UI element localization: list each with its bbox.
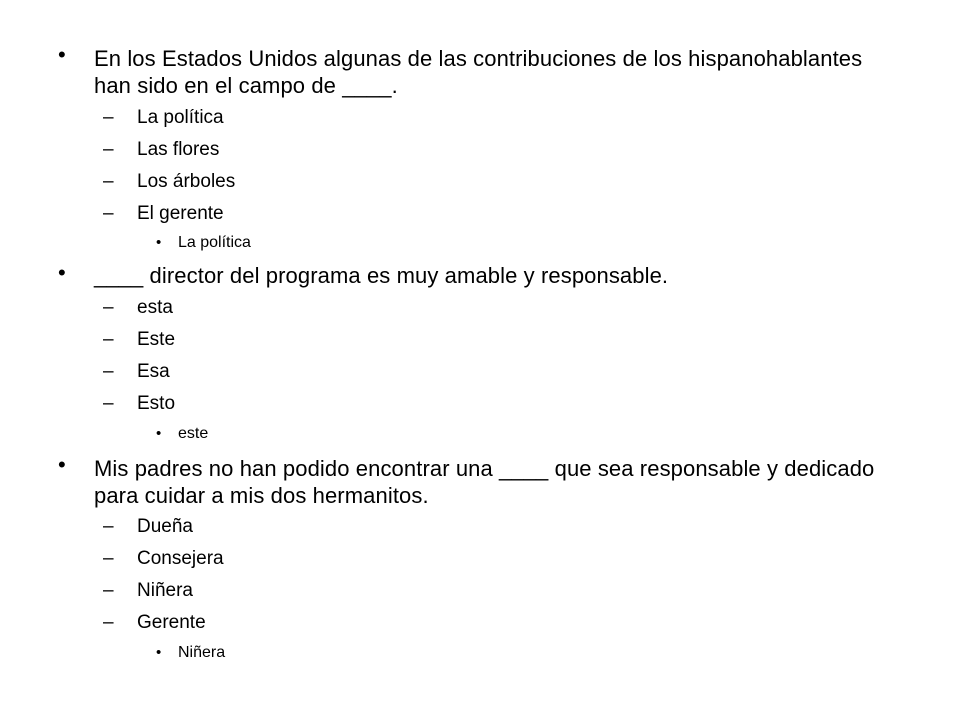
answer-text: La política	[178, 234, 251, 251]
question-bullet: •	[58, 260, 66, 285]
option-text: Dueña	[137, 516, 193, 537]
option-item	[0, 608, 960, 638]
option-item	[0, 576, 960, 606]
option-dash: –	[103, 612, 114, 633]
option-text: esta	[137, 297, 173, 318]
option-text: Niñera	[137, 580, 193, 601]
answer-bullet: •	[156, 234, 162, 251]
option-item	[0, 512, 960, 542]
answer-item	[0, 231, 960, 255]
option-item	[0, 389, 960, 419]
question-bullet: •	[58, 452, 66, 477]
option-text: Este	[137, 329, 176, 350]
option-dash: –	[103, 297, 114, 318]
option-dash: –	[103, 361, 114, 382]
option-dash: –	[103, 139, 114, 160]
option-text: La política	[137, 107, 224, 128]
question-prompt: ____ director del programa es muy amable y responsable.	[94, 263, 669, 288]
option-item	[0, 167, 960, 197]
answer-bullet: •	[156, 644, 162, 661]
option-dash: –	[103, 107, 114, 128]
answer-text: Niñera	[178, 644, 226, 661]
option-dash: –	[103, 580, 114, 601]
option-text: El gerente	[137, 203, 224, 224]
option-dash: –	[103, 203, 114, 224]
option-text: Gerente	[137, 612, 206, 633]
question-bullet: •	[58, 42, 66, 67]
option-dash: –	[103, 171, 114, 192]
option-item	[0, 293, 960, 323]
option-item	[0, 325, 960, 355]
option-text: Los árboles	[137, 171, 236, 192]
answer-bullet: •	[156, 425, 162, 442]
option-text: Esa	[137, 361, 170, 382]
answer-item	[0, 422, 960, 446]
question-prompt: En los Estados Unidos algunas de las contribuciones de los hispanohablantes han sido en el campo de ____.	[94, 46, 863, 98]
option-item	[0, 357, 960, 387]
option-dash: –	[103, 516, 114, 537]
option-dash: –	[103, 329, 114, 350]
question-prompt: Mis padres no han podido encontrar una ____ que sea responsable y dedicado para cuidar a mis dos hermanitos.	[94, 456, 875, 508]
option-item	[0, 544, 960, 574]
option-text: Las flores	[137, 139, 220, 160]
option-dash: –	[103, 548, 114, 569]
option-dash: –	[103, 393, 114, 414]
option-item	[0, 199, 960, 229]
answer-text: este	[178, 425, 209, 442]
option-item	[0, 135, 960, 165]
answer-item	[0, 641, 960, 665]
option-text: Consejera	[137, 548, 224, 569]
option-item	[0, 103, 960, 133]
option-text: Esto	[137, 393, 176, 414]
